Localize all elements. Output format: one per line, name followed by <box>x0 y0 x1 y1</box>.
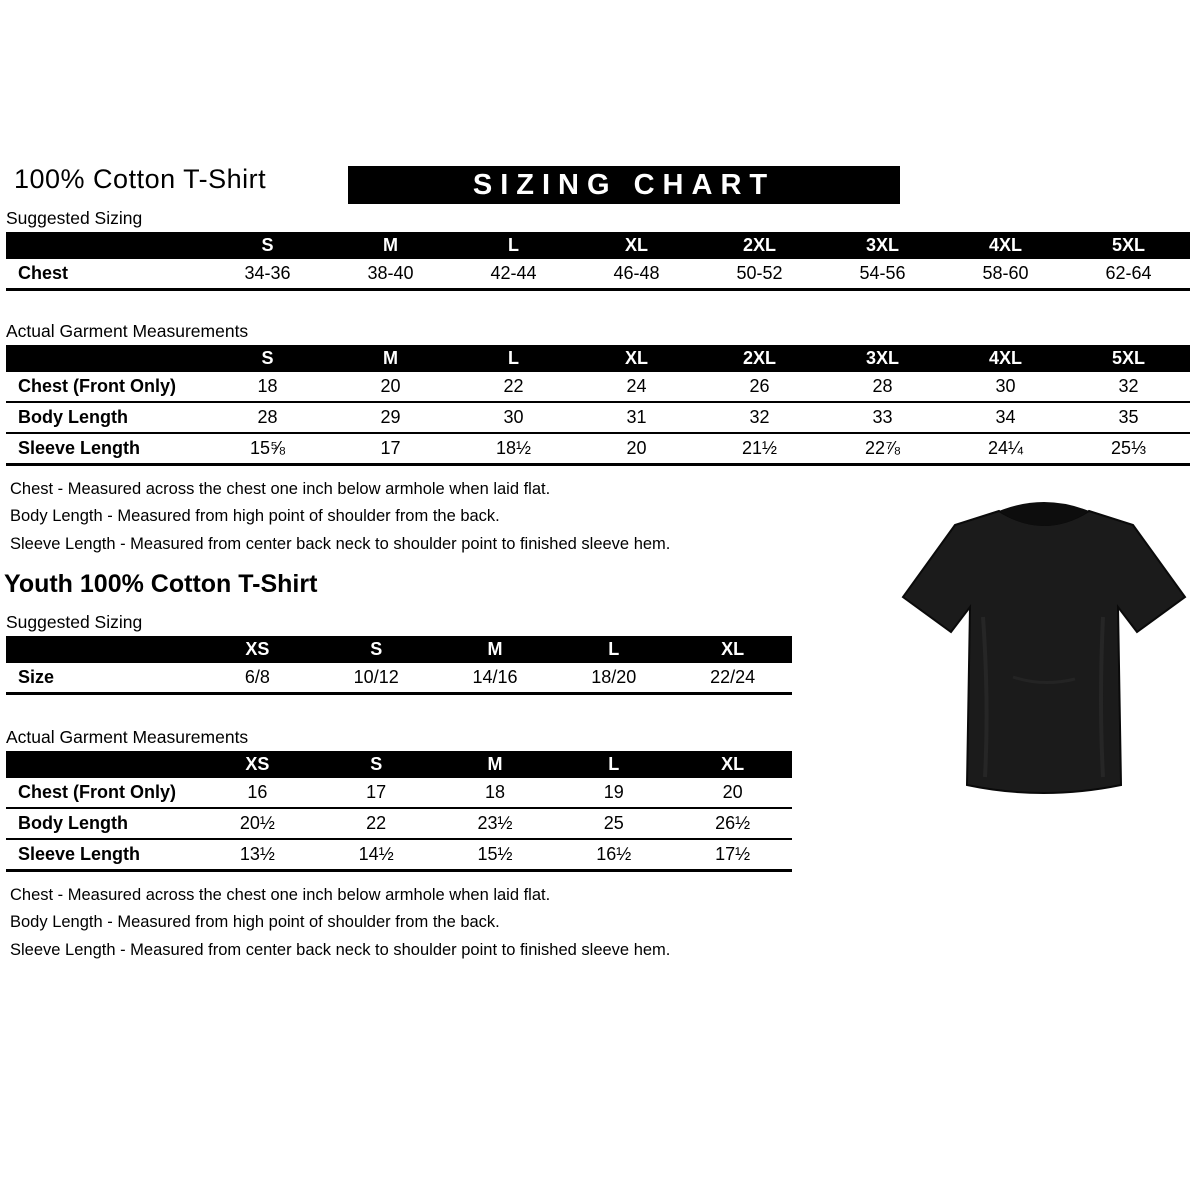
table-cell: 30 <box>503 407 524 427</box>
column-header <box>6 345 206 372</box>
table-cell: 18½ <box>495 438 532 458</box>
column-header: L <box>452 232 575 259</box>
column-header: 4XL <box>944 232 1067 259</box>
table-cell: 54-56 <box>859 263 906 283</box>
table-row <box>6 259 1190 290</box>
table-cell: 28 <box>872 376 893 396</box>
column-header: S <box>206 232 329 259</box>
chest-note: Chest - Measured across the chest one inch below armhole when laid flat. <box>10 480 551 498</box>
table-header-row <box>6 345 1190 372</box>
column-header: 5XL <box>1067 232 1190 259</box>
youth-measurements-table <box>6 751 792 872</box>
youth-shirt-title: Youth 100% Cotton T-Shirt <box>4 569 318 598</box>
table-cell: 16 <box>247 781 268 802</box>
table-cell: 20 <box>626 438 647 458</box>
column-header: XL <box>673 636 792 663</box>
table-cell: 25 <box>603 812 624 833</box>
table-header-row <box>6 751 792 778</box>
table-cell: 20 <box>380 376 401 396</box>
column-header: L <box>554 751 673 778</box>
table-cell: 32 <box>1118 376 1139 396</box>
table-cell: 46-48 <box>613 263 660 283</box>
adult-suggested-sizing-label: Suggested Sizing <box>6 208 143 228</box>
table-row <box>6 778 792 808</box>
table-cell: 28 <box>257 407 278 427</box>
table-cell: 14½ <box>358 843 394 864</box>
row-label: Sleeve Length <box>18 438 141 458</box>
youth-measurement-notes <box>10 887 1200 959</box>
column-header: XL <box>575 345 698 372</box>
table-cell: 50-52 <box>736 263 783 283</box>
table-cell: 29 <box>380 407 401 427</box>
table-cell: 23½ <box>477 812 513 833</box>
black-tshirt-graphic <box>893 477 1195 815</box>
adult-shirt-title: 100% Cotton T-Shirt <box>14 164 267 194</box>
table-cell: 21½ <box>741 438 778 458</box>
table-row <box>6 433 1190 465</box>
table-cell: 42-44 <box>490 263 537 283</box>
column-header: M <box>329 232 452 259</box>
youth-actual-measurements-label: Actual Garment Measurements <box>6 726 249 747</box>
table-cell: 26½ <box>715 812 751 833</box>
column-header: 2XL <box>698 232 821 259</box>
column-header: 2XL <box>698 345 821 372</box>
column-header: 5XL <box>1067 345 1190 372</box>
table-cell: 14/16 <box>472 666 518 687</box>
column-header: 4XL <box>944 345 1067 372</box>
table-cell: 18/20 <box>591 666 637 687</box>
column-header: XL <box>575 232 698 259</box>
column-header <box>6 636 198 663</box>
table-cell: 17 <box>380 438 401 458</box>
column-header: L <box>452 345 575 372</box>
column-header: 3XL <box>821 345 944 372</box>
table-cell: 32 <box>749 407 770 427</box>
table-cell: 22 <box>366 812 387 833</box>
table-cell: 35 <box>1118 407 1139 427</box>
table-cell: 18 <box>484 781 505 802</box>
row-label: Size <box>18 666 55 687</box>
row-label: Chest <box>18 263 69 283</box>
chest-note: Chest - Measured across the chest one inch below armhole when laid flat. <box>10 885 551 904</box>
column-header <box>6 232 206 259</box>
adult-measurements-table <box>6 345 1190 466</box>
table-row <box>6 839 792 871</box>
table-cell: 22⅞ <box>864 438 901 458</box>
table-row <box>6 372 1190 402</box>
table-cell: 31 <box>626 407 647 427</box>
table-cell: 30 <box>995 376 1016 396</box>
table-cell: 20 <box>722 781 743 802</box>
table-cell: 22 <box>503 376 524 396</box>
column-header: M <box>436 751 555 778</box>
column-header: 3XL <box>821 232 944 259</box>
table-cell: 10/12 <box>353 666 399 687</box>
table-cell: 15½ <box>477 843 513 864</box>
table-cell: 17½ <box>715 843 751 864</box>
table-cell: 34 <box>995 407 1016 427</box>
tshirt-product-image <box>893 477 1195 815</box>
row-label: Body Length <box>18 407 128 427</box>
youth-suggested-sizing-label: Suggested Sizing <box>6 611 143 632</box>
row-label: Body Length <box>18 812 128 833</box>
body-length-note: Body Length - Measured from high point of shoulder from the back. <box>10 507 500 526</box>
column-header: M <box>436 636 555 663</box>
row-label: Chest (Front Only) <box>18 781 176 802</box>
column-header: S <box>317 751 436 778</box>
table-cell: 24¼ <box>987 438 1024 458</box>
table-cell: 58-60 <box>982 263 1029 283</box>
table-cell: 22/24 <box>710 666 756 687</box>
table-cell: 26 <box>749 376 770 396</box>
column-header: XL <box>673 751 792 778</box>
adult-actual-measurements-label: Actual Garment Measurements <box>6 321 249 341</box>
column-header: XS <box>198 751 317 778</box>
row-label: Sleeve Length <box>18 843 141 864</box>
column-header: L <box>554 636 673 663</box>
sizing-chart-banner: SIZING CHART <box>348 166 900 204</box>
youth-suggested-sizing-table <box>6 636 792 695</box>
row-label: Chest (Front Only) <box>18 376 176 396</box>
table-cell: 16½ <box>596 843 632 864</box>
table-row <box>6 402 1190 433</box>
table-cell: 17 <box>366 781 387 802</box>
table-cell: 19 <box>603 781 624 802</box>
table-row <box>6 663 792 694</box>
table-header-row <box>6 636 792 663</box>
column-header: M <box>329 345 452 372</box>
column-header: XS <box>198 636 317 663</box>
table-cell: 38-40 <box>367 263 414 283</box>
table-cell: 24 <box>626 376 647 396</box>
table-cell: 15⅝ <box>249 438 286 458</box>
adult-suggested-sizing-table <box>6 232 1190 291</box>
sleeve-length-note: Sleeve Length - Measured from center back neck to shoulder point to finished sleeve hem. <box>10 534 671 553</box>
sleeve-length-note: Sleeve Length - Measured from center back neck to shoulder point to finished sleeve hem. <box>10 940 671 959</box>
table-cell: 25⅓ <box>1110 438 1147 458</box>
table-cell: 34-36 <box>244 263 291 283</box>
table-cell: 62-64 <box>1105 263 1152 283</box>
column-header: S <box>317 636 436 663</box>
body-length-note: Body Length - Measured from high point of shoulder from the back. <box>10 913 500 932</box>
table-header-row <box>6 232 1190 259</box>
table-cell: 6/8 <box>244 666 270 687</box>
table-cell: 13½ <box>239 843 275 864</box>
table-cell: 20½ <box>239 812 275 833</box>
column-header: S <box>206 345 329 372</box>
table-cell: 33 <box>872 407 893 427</box>
column-header <box>6 751 198 778</box>
table-row <box>6 808 792 839</box>
table-cell: 18 <box>257 376 278 396</box>
